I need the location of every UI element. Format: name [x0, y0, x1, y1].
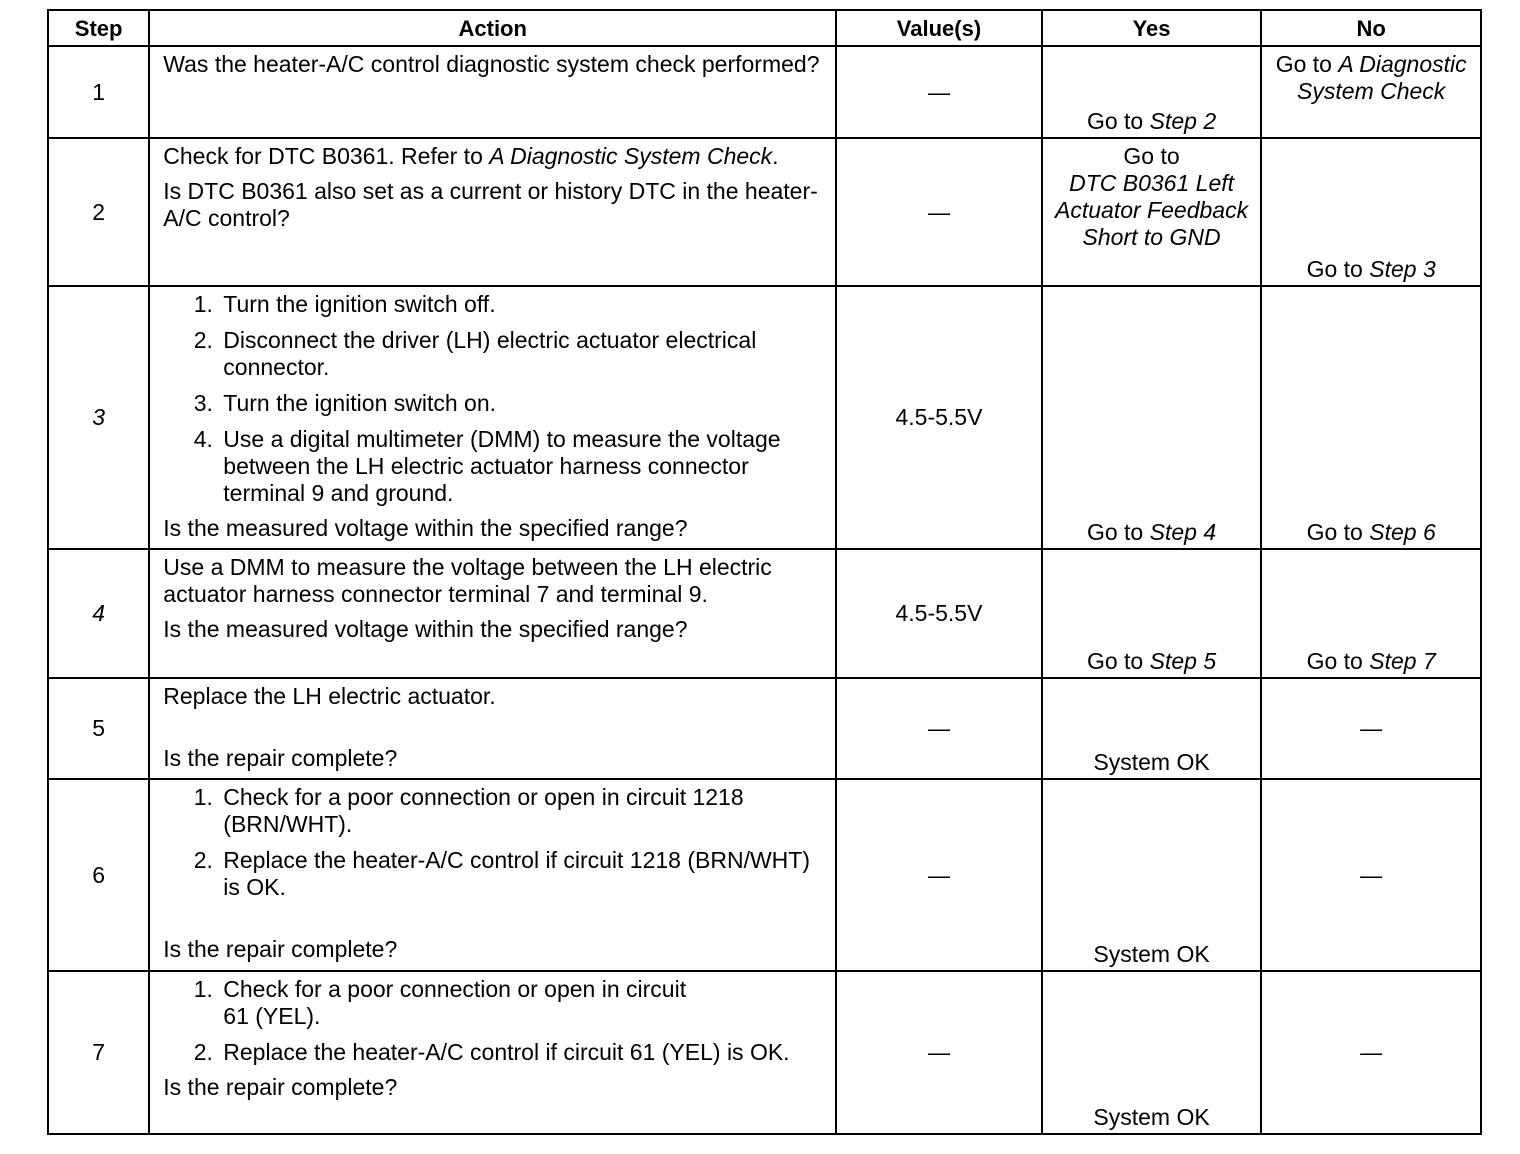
table-row [48, 286, 1481, 549]
action-cell [149, 549, 836, 678]
yes-prefix: Go to [1086, 519, 1150, 545]
action-link[interactable]: A Diagnostic System Check [489, 143, 773, 169]
action-steps [163, 784, 823, 901]
yes-cell [1042, 971, 1262, 1134]
yes-link[interactable]: Step 2 [1149, 108, 1217, 134]
diagnostic-table [47, 9, 1482, 1135]
question-text: Is DTC B0361 also set as a current or history DTC in the heater-A/C control? [163, 178, 818, 231]
question-text: Is the measured voltage within the specified range? [163, 616, 688, 642]
step-number: 6 [48, 779, 149, 971]
yes-prefix: Go to [1086, 108, 1150, 134]
list-item: 1. Turn the ignition switch off. [219, 291, 823, 318]
no-link[interactable]: Step 7 [1369, 648, 1436, 674]
action-cell [149, 779, 836, 971]
list-item: 3. Turn the ignition switch on. [219, 390, 823, 417]
no-cell [1261, 779, 1481, 971]
action-cell [149, 286, 836, 549]
list-item: 2. Disconnect the driver (LH) electric actuator electrical connector. [219, 327, 823, 381]
value-text: — [927, 199, 950, 225]
value-text: — [927, 1040, 950, 1065]
no-cell [1261, 678, 1481, 779]
step-number: 1 [48, 46, 149, 138]
table-row [48, 138, 1481, 286]
yes-prefix: Go to [1123, 143, 1180, 169]
table-row [48, 678, 1481, 779]
yes-cell [1042, 138, 1262, 286]
list-item: 2. Replace the heater-A/C control if circuit 61 (YEL) is OK. [219, 1039, 823, 1066]
step-number: 2 [48, 138, 149, 286]
step-number: 5 [48, 678, 149, 779]
no-prefix: Go to [1306, 648, 1370, 674]
question-text: Is the repair complete? [163, 936, 398, 962]
yes-cell [1042, 549, 1262, 678]
no-link[interactable]: Step 3 [1369, 256, 1436, 282]
list-item: 1. Check for a poor connection or open in circuit 61 (YEL). [219, 976, 703, 1030]
yes-text: System OK [1093, 749, 1210, 775]
value-cell [836, 138, 1042, 286]
question-text: Is the repair complete? [163, 1074, 398, 1100]
yes-link[interactable]: DTC B0361 Left Actuator Feedback Short to GND [1055, 170, 1249, 250]
value-text: — [927, 79, 950, 105]
action-cell [149, 678, 836, 779]
step-number: 4 [48, 549, 149, 678]
no-cell [1261, 138, 1481, 286]
value-cell [836, 46, 1042, 138]
value-text: — [927, 862, 950, 888]
no-cell [1261, 971, 1481, 1134]
yes-link[interactable]: Step 5 [1149, 648, 1217, 674]
value-text: — [927, 716, 950, 741]
step-number: 3 [48, 286, 149, 549]
value-cell [836, 779, 1042, 971]
value-text: 4.5-5.5V [895, 404, 983, 430]
yes-link[interactable]: Step 4 [1149, 519, 1217, 545]
value-cell [836, 678, 1042, 779]
list-item: 4. Use a digital multimeter (DMM) to measure the voltage between the LH electric actuator harness connector terminal 9 and ground. [219, 426, 823, 507]
table-row [48, 46, 1481, 138]
action-cell [149, 46, 836, 138]
no-link[interactable]: A Diagnostic System Check [1297, 51, 1467, 104]
action-steps [163, 291, 823, 507]
action-cell [149, 971, 836, 1134]
no-text: — [1360, 1040, 1383, 1065]
value-text: 4.5-5.5V [895, 600, 983, 626]
header-no: No [1261, 10, 1481, 46]
no-cell [1261, 549, 1481, 678]
yes-cell [1042, 286, 1262, 549]
yes-prefix: Go to [1086, 648, 1150, 674]
no-text: — [1360, 862, 1383, 888]
value-cell [836, 286, 1042, 549]
yes-cell [1042, 46, 1262, 138]
no-prefix: Go to [1306, 256, 1370, 282]
header-row [48, 10, 1481, 46]
question-text: Is the repair complete? [163, 745, 398, 771]
no-cell [1261, 46, 1481, 138]
list-item: 2. Replace the heater-A/C control if circuit 1218 (BRN/WHT) is OK. [219, 847, 823, 901]
yes-cell [1042, 678, 1262, 779]
header-value: Value(s) [836, 10, 1042, 46]
table-row [48, 779, 1481, 971]
no-link[interactable]: Step 6 [1369, 519, 1436, 545]
header-action: Action [149, 10, 836, 46]
value-cell [836, 971, 1042, 1134]
action-text: Check for DTC B0361. Refer to A Diagnostic System Check. [163, 143, 779, 169]
action-steps [163, 976, 823, 1066]
action-text: Replace the LH electric actuator. [163, 683, 496, 709]
yes-cell [1042, 779, 1262, 971]
no-cell [1261, 286, 1481, 549]
table-row [48, 971, 1481, 1134]
action-text: Use a DMM to measure the voltage between the LH electric actuator harness connector terminal 7 and terminal 9. [163, 554, 772, 607]
step-number: 7 [48, 971, 149, 1134]
header-step: Step [48, 10, 149, 46]
list-item: 1. Check for a poor connection or open in circuit 1218 (BRN/WHT). [219, 784, 823, 838]
action-text: Was the heater-A/C control diagnostic system check performed? [163, 51, 820, 77]
no-prefix: Go to [1306, 519, 1370, 545]
no-text: — [1360, 716, 1383, 741]
question-text: Is the measured voltage within the specified range? [163, 515, 688, 541]
value-cell [836, 549, 1042, 678]
header-yes: Yes [1042, 10, 1262, 46]
yes-text: System OK [1093, 941, 1210, 967]
action-cell [149, 138, 836, 286]
yes-text: System OK [1093, 1104, 1210, 1130]
table-row [48, 549, 1481, 678]
no-prefix: Go to [1275, 51, 1339, 77]
